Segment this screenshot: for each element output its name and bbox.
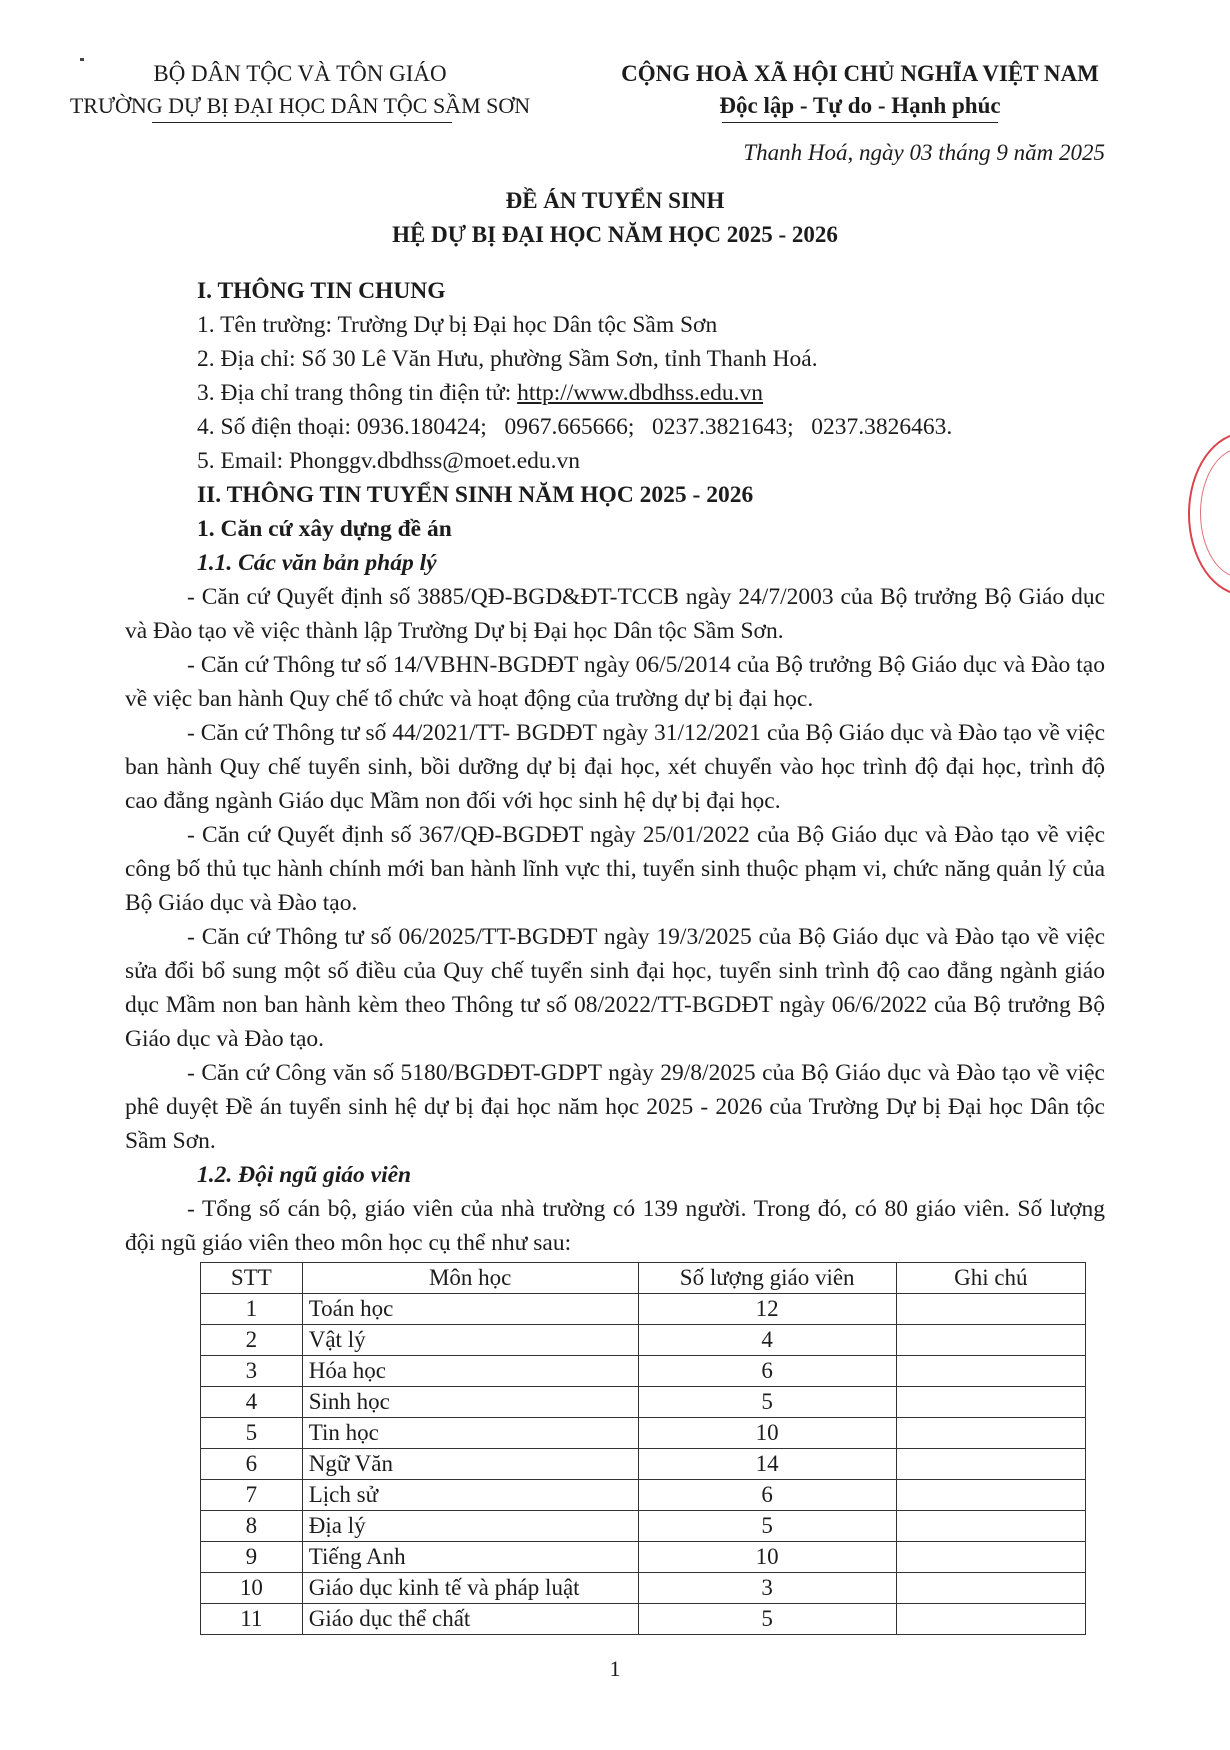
cell-note — [896, 1480, 1085, 1511]
cell-stt: 10 — [201, 1573, 303, 1604]
cell-subject: Tin học — [302, 1418, 638, 1449]
cell-note — [896, 1356, 1085, 1387]
legal-paragraph: - Căn cứ Quyết định số 3885/QĐ-BGD&ĐT-TCCB ngày 24/7/2003 của Bộ trưởng Bộ Giáo dục và Đào tạo về việc thành lập Trường Dự bị Đại học Dân tộc Sầm Sơn. — [125, 584, 1105, 644]
cell-note — [896, 1511, 1085, 1542]
cell-note — [896, 1387, 1085, 1418]
address-item: 2. Địa chỉ: Số 30 Lê Văn Hưu, phường Sầm Sơn, tỉnh Thanh Hoá. — [197, 346, 818, 372]
table-row — [201, 1449, 1086, 1480]
cell-note — [896, 1449, 1085, 1480]
cell-count: 12 — [638, 1294, 896, 1325]
cell-subject: Ngữ Văn — [302, 1449, 638, 1480]
cell-stt: 1 — [201, 1294, 303, 1325]
cell-stt: 4 — [201, 1387, 303, 1418]
legal-paragraph: - Căn cứ Thông tư số 44/2021/TT- BGDĐT ngày 31/12/2021 của Bộ Giáo dục và Đào tạo về việc ban hành Quy chế tuyển sinh, bồi dưỡng dự bị đại học, xét chuyển vào học trình độ đại học, trình độ cao đẳng ngành Giáo dục Mầm non đối với học sinh hệ dự bị đại học. — [125, 720, 1105, 814]
cell-count: 6 — [638, 1356, 896, 1387]
table-row — [201, 1511, 1086, 1542]
table-header-row — [201, 1263, 1086, 1294]
cell-count: 5 — [638, 1604, 896, 1635]
website-link[interactable]: http://www.dbdhss.edu.vn — [517, 380, 764, 406]
motto: Độc lập - Tự do - Hạnh phúc — [719, 93, 1001, 118]
section-heading-general: I. THÔNG TIN CHUNG — [197, 278, 446, 304]
cell-stt: 2 — [201, 1325, 303, 1356]
cell-subject: Hóa học — [302, 1356, 638, 1387]
staff-paragraph: - Tổng số cán bộ, giáo viên của nhà trường có 139 người. Trong đó, có 80 giáo viên. Số lượng đội ngũ giáo viên theo môn học cụ thể như sau: — [125, 1196, 1105, 1256]
cell-count: 5 — [638, 1387, 896, 1418]
cell-stt: 3 — [201, 1356, 303, 1387]
cell-note — [896, 1418, 1085, 1449]
cell-note — [896, 1542, 1085, 1573]
national-motto — [570, 58, 1150, 122]
cell-subject: Giáo dục thể chất — [302, 1604, 638, 1635]
column-header-subject: Môn học — [302, 1263, 638, 1294]
phone-item: 4. Số điện thoại: 0936.180424; 0967.665666; 0237.3821643; 0237.3826463. — [197, 414, 953, 440]
table-row — [201, 1356, 1086, 1387]
cell-count: 14 — [638, 1449, 896, 1480]
email-item: 5. Email: Phonggv.dbdhss@moet.edu.vn — [197, 448, 581, 474]
cell-note — [896, 1325, 1085, 1356]
date-line: Thanh Hoá, ngày 03 tháng 9 năm 2025 — [743, 140, 1105, 165]
cell-count: 3 — [638, 1573, 896, 1604]
table-row — [201, 1480, 1086, 1511]
legal-paragraph: - Căn cứ Thông tư số 14/VBHN-BGDĐT ngày 06/5/2014 của Bộ trưởng Bộ Giáo dục và Đào tạo về việc ban hành Quy chế tổ chức và hoạt động của trường dự bị đại học. — [125, 652, 1105, 712]
table-row — [201, 1542, 1086, 1573]
page-number: 1 — [609, 1656, 621, 1681]
section-heading-admissions: II. THÔNG TIN TUYỂN SINH NĂM HỌC 2025 - 2026 — [197, 482, 754, 508]
subsection-teachers: 1.2. Đội ngũ giáo viên — [197, 1162, 412, 1188]
country-name: CỘNG HOÀ XÃ HỘI CHỦ NGHĨA VIỆT NAM — [621, 61, 1099, 86]
cell-note — [896, 1294, 1085, 1325]
cell-count: 6 — [638, 1480, 896, 1511]
cell-note — [896, 1604, 1085, 1635]
cell-subject: Địa lý — [302, 1511, 638, 1542]
table-row — [201, 1294, 1086, 1325]
cell-count: 10 — [638, 1418, 896, 1449]
school-name-underline — [152, 122, 452, 123]
cell-subject: Vật lý — [302, 1325, 638, 1356]
subsection-legal-docs: 1.1. Các văn bản pháp lý — [197, 550, 437, 576]
table-row — [201, 1387, 1086, 1418]
column-header-stt: STT — [201, 1263, 303, 1294]
cell-subject: Sinh học — [302, 1387, 638, 1418]
ministry-name: BỘ DÂN TỘC VÀ TÔN GIÁO — [153, 61, 447, 86]
teacher-table — [200, 1262, 1086, 1635]
cell-stt: 5 — [201, 1418, 303, 1449]
cell-subject: Giáo dục kinh tế và pháp luật — [302, 1573, 638, 1604]
school-name: TRƯỜNG DỰ BỊ ĐẠI HỌC DÂN TỘC SẦM SƠN — [69, 93, 531, 118]
cell-note — [896, 1573, 1085, 1604]
cell-stt: 9 — [201, 1542, 303, 1573]
school-name-item: 1. Tên trường: Trường Dự bị Đại học Dân tộc Sầm Sơn — [197, 312, 718, 338]
legal-paragraph: - Căn cứ Công văn số 5180/BGDĐT-GDPT ngày 29/8/2025 của Bộ Giáo dục và Đào tạo về việc phê duyệt Đề án tuyển sinh hệ dự bị đại học năm học 2025 - 2026 của Trường Dự bị Đại học Dân tộc Sầm Sơn. — [125, 1060, 1105, 1154]
legal-paragraph: - Căn cứ Quyết định số 367/QĐ-BGDĐT ngày 25/01/2022 của Bộ Giáo dục và Đào tạo về việc công bố thủ tục hành chính mới ban hành lĩnh vực thi, tuyển sinh thuộc phạm vi, chức năng quản lý của Bộ Giáo dục và Đào tạo. — [125, 822, 1105, 916]
cell-count: 10 — [638, 1542, 896, 1573]
cell-stt: 8 — [201, 1511, 303, 1542]
subsection-basis: 1. Căn cứ xây dựng đề án — [197, 516, 452, 542]
cell-subject: Lịch sử — [302, 1480, 638, 1511]
table-row — [201, 1604, 1086, 1635]
cell-subject: Toán học — [302, 1294, 638, 1325]
cell-stt: 6 — [201, 1449, 303, 1480]
website-item — [197, 376, 763, 410]
column-header-note: Ghi chú — [896, 1263, 1085, 1294]
table-row — [201, 1325, 1086, 1356]
legal-paragraph: - Căn cứ Thông tư số 06/2025/TT-BGDĐT ngày 19/3/2025 của Bộ Giáo dục và Đào tạo về việc sửa đổi bổ sung một số điều của Quy chế tuyển sinh đại học, tuyển sinh trình độ cao đẳng ngành giáo dục Mầm non ban hành kèm theo Thông tư số 08/2022/TT-BGDĐT ngày 06/6/2022 của Bộ trưởng Bộ Giáo dục và Đào tạo. — [125, 924, 1105, 1052]
cell-count: 5 — [638, 1511, 896, 1542]
website-label: 3. Địa chỉ trang thông tin điện tử: — [197, 380, 518, 406]
issuing-organization — [40, 58, 560, 122]
cell-count: 4 — [638, 1325, 896, 1356]
document-subtitle: HỆ DỰ BỊ ĐẠI HỌC NĂM HỌC 2025 - 2026 — [392, 222, 838, 247]
cell-stt: 11 — [201, 1604, 303, 1635]
table-row — [201, 1573, 1086, 1604]
cell-subject: Tiếng Anh — [302, 1542, 638, 1573]
table-body — [201, 1294, 1086, 1635]
cell-stt: 7 — [201, 1480, 303, 1511]
column-header-count: Số lượng giáo viên — [638, 1263, 896, 1294]
document-title: ĐỀ ÁN TUYỂN SINH — [505, 188, 725, 213]
motto-underline — [722, 122, 998, 123]
table-row — [201, 1418, 1086, 1449]
